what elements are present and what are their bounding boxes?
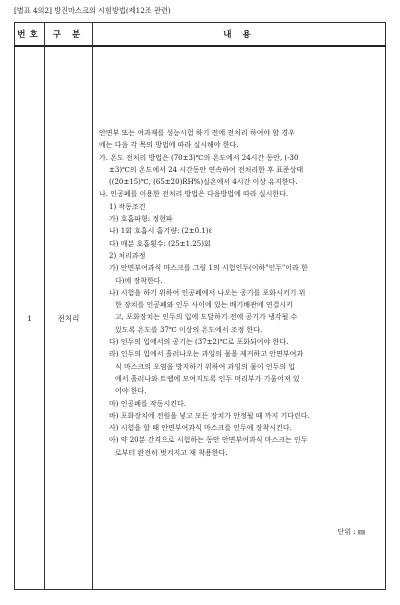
content-line: 라) 인두의 입에서 흘러나오는 과잉의 물을 제거하고 안면부여과 — [109, 350, 304, 359]
content-line: 다) 매분 호흡횟수: (25±1.25)회 — [109, 239, 211, 248]
content-line: ((20±15)℃, (65±20)RH%)실온에서 4시간 이상 유지한다. — [109, 178, 298, 187]
content-line: 1) 작동조건 — [109, 202, 146, 211]
document-caption: [별표 4의2] 방진마스크의 시험방법(제12조 관련) — [14, 6, 171, 15]
content-line: 사) 시험을 할 때 안면부여과식 마스크를 인두에 장착시킨다. — [109, 424, 292, 433]
content-line: 어야 한다. — [115, 387, 147, 396]
row-category: 전처리 — [45, 46, 93, 590]
content-line: 다)에 장착한다. — [115, 276, 163, 285]
content-line: 바) 포화장치에 전원을 넣고 모든 장치가 안정될 때 까지 기다린다. — [109, 411, 310, 420]
content-line: 안면부 또는 여과재를 성능시험 하기 전에 전처리 하여야 할 경우 — [99, 129, 295, 137]
content-line: 아) 약 20분 간격으로 시험하는 동안 안면부여과식 마스크는 인두 — [109, 436, 308, 445]
row-number: 1 — [15, 46, 45, 590]
unit-note: 단위 : ㎜ — [337, 528, 365, 536]
content-line: 있도록 온도를 37℃ 이상의 온도에서 조정 한다. — [115, 325, 263, 334]
content-line: 한 장치를 인공폐와 인두 사이에 있는 배기배관에 연결시키 — [115, 301, 293, 310]
header-number: 번호 — [15, 23, 45, 47]
content-line: 나. 인공폐를 이용한 전처리 방법은 다음방법에 따라 실시한다. — [99, 190, 289, 199]
content-line: 가) 안면부여과식 마스크를 그림 1의 시험인두(이하"인두"이라 한 — [109, 264, 308, 273]
content-line: 식 마스크의 오염을 방지하기 위하여 과잉의 물이 인두의 입 — [115, 362, 296, 371]
content-body — [99, 127, 381, 459]
content-line: ±3)℃의 온도에서 24 시간동안 연속하여 전처리한 후 표준상태 — [109, 165, 304, 174]
table-header-row — [15, 23, 386, 47]
content-line: 에서 흘러나와 트랩에 모여지도록 인두 머리부가 기울어져 있 — [115, 374, 300, 383]
header-content: 내 용 — [93, 23, 386, 47]
content-line: 가) 호흡파형: 정현파 — [109, 215, 173, 224]
test-method-table — [14, 22, 386, 590]
header-category: 구 분 — [45, 23, 93, 47]
content-line: 나) 1회 호흡시 흡기량: (2±0.1)ℓ — [109, 227, 212, 236]
content-line: 마) 인공폐를 작동시킨다. — [109, 399, 187, 408]
content-line: 고, 포화장치는 인두의 입에 도달하기 전에 공기가 냉각될 수 — [115, 313, 298, 322]
content-line: 로부터 완전히 벗겨지고 재 착용한다. — [115, 448, 228, 457]
content-line: 나) 시험을 하기 위하여 인공폐에서 나오는 공기를 포화시키기 위 — [109, 288, 306, 297]
content-line: 2) 처리과정 — [109, 251, 146, 260]
row-content — [93, 46, 386, 590]
content-line: 가. 온도 전처리 방법은 (70±3)℃의 온도에서 24시간 동안, (-30 — [99, 153, 299, 162]
table-row — [15, 46, 386, 590]
content-line: 에는 다음 각 목의 방법에 따라 실시해야 한다. — [99, 141, 239, 150]
content-line: 다) 인두의 입에서의 공기는 (37±2)℃로 포화되어야 한다. — [109, 338, 289, 347]
